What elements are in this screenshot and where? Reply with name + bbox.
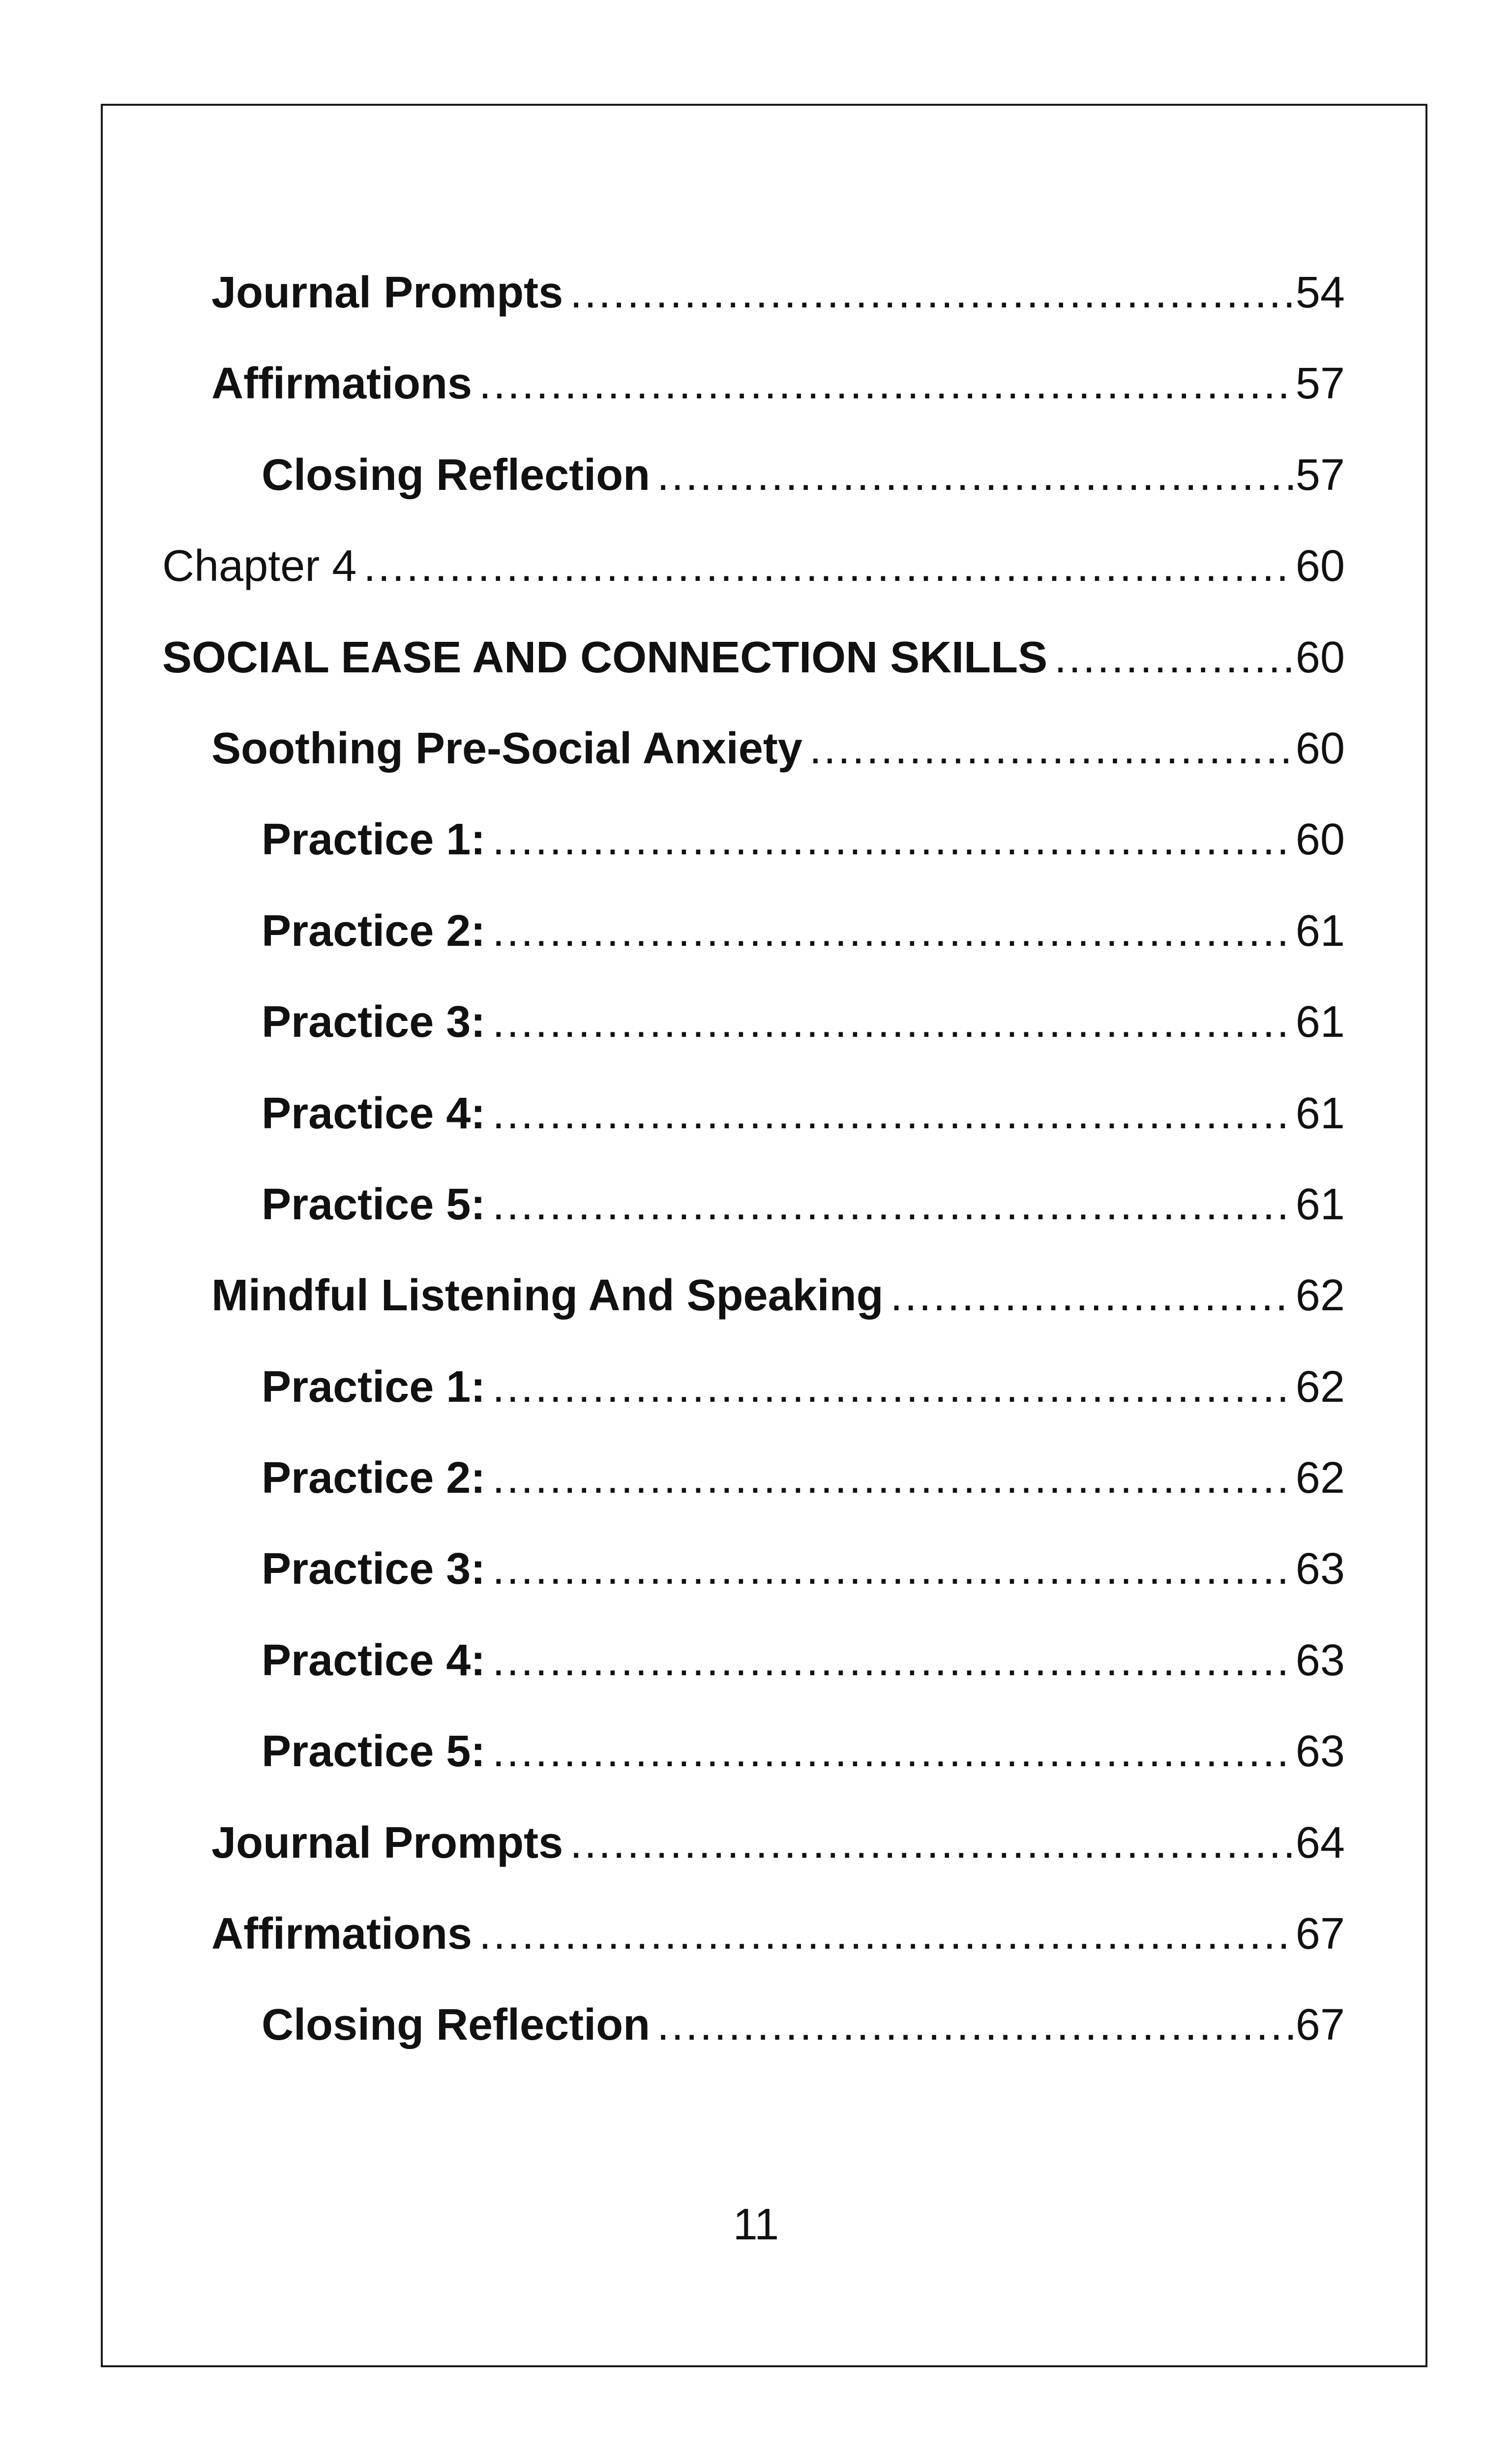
toc-entry[interactable] — [162, 1453, 1345, 1547]
toc-entry-title: Practice 5: — [262, 1179, 486, 1229]
toc-entry-page: 57 — [1295, 359, 1345, 409]
toc-entry[interactable] — [162, 359, 1345, 452]
toc-entry-page: 60 — [1295, 724, 1345, 773]
toc-entry-page: 67 — [1295, 2000, 1345, 2050]
toc-entry-title: Affirmations — [211, 359, 473, 409]
toc-entry[interactable] — [162, 544, 1345, 635]
toc-dot-leader — [492, 1000, 1294, 1044]
toc-entry-page: 61 — [1295, 1088, 1345, 1138]
toc-entry-page: 54 — [1295, 268, 1345, 317]
toc-entry-title: Journal Prompts — [211, 268, 563, 317]
toc-entry-page: 60 — [1295, 633, 1345, 682]
toc-entry[interactable] — [162, 906, 1345, 1000]
toc-entry-page: 57 — [1295, 450, 1345, 500]
toc-entry-title: Closing Reflection — [262, 450, 651, 500]
toc-entry-title: Practice 4: — [262, 1635, 486, 1685]
toc-entry-page: 60 — [1295, 542, 1345, 591]
toc-entry[interactable] — [162, 1088, 1345, 1182]
toc-dot-leader — [492, 1456, 1294, 1500]
toc-entry-title: Practice 2: — [262, 906, 486, 956]
toc-entry[interactable] — [162, 726, 1345, 817]
toc-entry-title: Closing Reflection — [262, 2000, 651, 2050]
toc-dot-leader — [492, 1365, 1294, 1409]
toc-entry-page: 61 — [1295, 1179, 1345, 1229]
toc-dot-leader — [492, 1091, 1294, 1136]
toc-entry-title: Practice 3: — [262, 997, 486, 1047]
toc-entry-page: 61 — [1295, 906, 1345, 956]
toc-dot-leader — [657, 453, 1294, 497]
toc-entry-title: Practice 5: — [262, 1727, 486, 1777]
toc-entry[interactable] — [162, 1729, 1345, 1820]
toc-entry-title: Practice 4: — [262, 1088, 486, 1138]
toc-dot-leader — [363, 544, 1294, 588]
toc-dot-leader — [479, 1912, 1294, 1956]
toc-entry[interactable] — [162, 1818, 1345, 1912]
toc-entry-page: 63 — [1295, 1635, 1345, 1685]
toc-dot-leader — [492, 1729, 1294, 1774]
toc-entry-title: Practice 1: — [262, 815, 486, 865]
toc-dot-leader — [492, 1547, 1294, 1591]
toc-entry-page: 63 — [1295, 1727, 1345, 1777]
toc-entry[interactable] — [162, 1909, 1345, 2003]
toc-entry[interactable] — [162, 1362, 1345, 1456]
toc-dot-leader — [492, 909, 1294, 953]
toc-entry-title: Mindful Listening And Speaking — [211, 1271, 884, 1321]
toc-dot-leader — [479, 362, 1294, 406]
toc-entry-page: 62 — [1295, 1453, 1345, 1503]
toc-entry[interactable] — [162, 1544, 1345, 1638]
toc-entry-title: Affirmations — [211, 1909, 473, 1959]
toc-entry[interactable] — [162, 997, 1345, 1091]
toc-entry-title: Journal Prompts — [211, 1818, 563, 1868]
toc-entry[interactable] — [162, 1273, 1345, 1364]
toc-entry[interactable] — [162, 2000, 1345, 2094]
toc-dot-leader — [570, 271, 1294, 315]
toc-entry-page: 61 — [1295, 997, 1345, 1047]
toc-entry-title: Practice 3: — [262, 1544, 486, 1594]
toc-entry-title: SOCIAL EASE AND CONNECTION SKILLS — [162, 633, 1048, 682]
toc-entry-page: 63 — [1295, 1544, 1345, 1594]
toc-dot-leader — [890, 1273, 1294, 1318]
toc-entry-page: 64 — [1295, 1818, 1345, 1868]
toc-entry-title: Practice 1: — [262, 1362, 486, 1412]
toc-entry[interactable] — [162, 1635, 1345, 1729]
toc-entry[interactable] — [162, 1179, 1345, 1273]
toc-dot-leader — [492, 817, 1294, 862]
toc-dot-leader — [657, 2003, 1294, 2047]
table-of-contents — [162, 268, 1345, 2094]
toc-dot-leader — [570, 1821, 1294, 1865]
toc-dot-leader — [492, 1182, 1294, 1227]
toc-entry-title: Soothing Pre-Social Anxiety — [211, 724, 802, 773]
toc-dot-leader — [492, 1638, 1294, 1683]
toc-entry-title: Practice 2: — [262, 1453, 486, 1503]
toc-dot-leader — [1054, 635, 1294, 680]
toc-dot-leader — [809, 726, 1294, 771]
toc-entry-page: 62 — [1295, 1271, 1345, 1321]
page-number: 11 — [733, 2200, 779, 2249]
toc-entry-page: 60 — [1295, 815, 1345, 865]
toc-entry[interactable] — [162, 817, 1345, 908]
toc-entry-title: Chapter 4 — [162, 542, 357, 591]
toc-entry-page: 62 — [1295, 1362, 1345, 1412]
toc-entry[interactable] — [162, 268, 1345, 362]
toc-entry[interactable] — [162, 450, 1345, 544]
toc-entry-page: 67 — [1295, 1909, 1345, 1959]
toc-entry[interactable] — [162, 635, 1345, 726]
